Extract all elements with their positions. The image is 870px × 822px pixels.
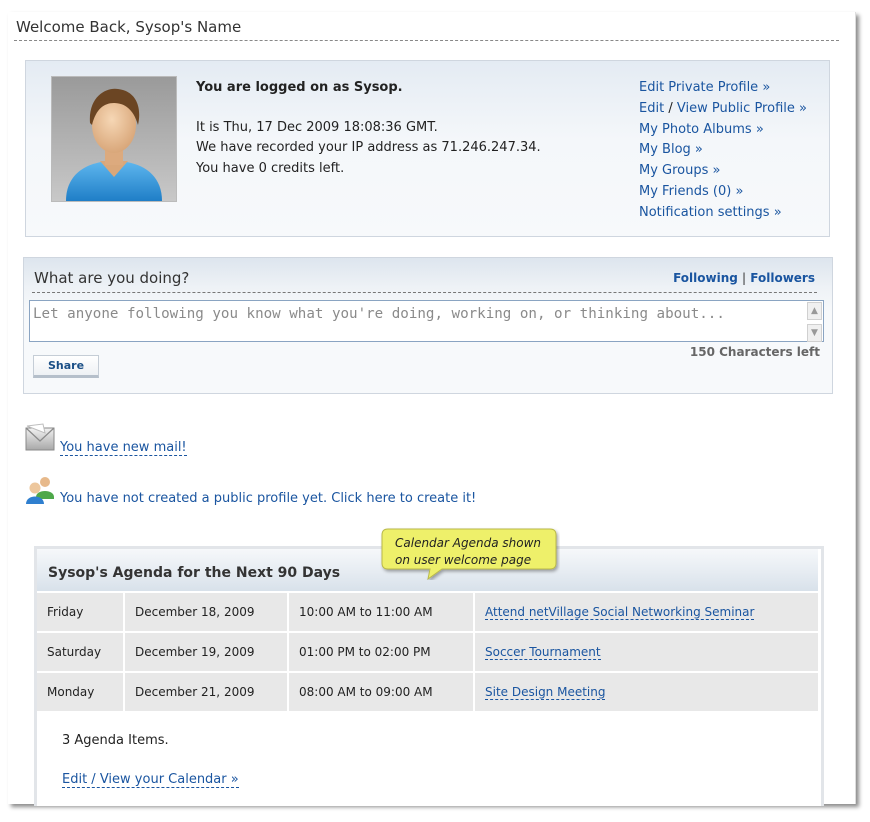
agenda-day: Friday bbox=[37, 593, 125, 633]
date-text: It is Thu, 17 Dec 2009 18:08:36 GMT. bbox=[196, 119, 438, 135]
notification-settings-link[interactable]: Notification settings » bbox=[639, 204, 782, 220]
user-avatar-icon[interactable] bbox=[51, 76, 177, 202]
agenda-event-link[interactable]: Attend netVillage Social Networking Seminar bbox=[485, 605, 755, 619]
scroll-down-icon[interactable]: ▼ bbox=[807, 324, 822, 342]
table-row bbox=[37, 633, 818, 673]
table-row bbox=[37, 593, 818, 633]
status-divider bbox=[32, 292, 817, 293]
mail-envelope-icon[interactable] bbox=[25, 423, 56, 453]
agenda-time: 10:00 AM to 11:00 AM bbox=[289, 593, 475, 633]
profile-links bbox=[639, 78, 807, 224]
characters-left-counter: 150 Characters left bbox=[689, 345, 820, 359]
edit-private-profile-link[interactable]: Edit Private Profile » bbox=[639, 80, 771, 95]
callout-line-1: Calendar Agenda shown bbox=[395, 536, 541, 550]
agenda-event-cell bbox=[475, 633, 818, 673]
credits-text: You have 0 credits left. bbox=[196, 160, 345, 176]
agenda-day: Monday bbox=[37, 673, 125, 713]
agenda-table bbox=[37, 593, 818, 713]
avatar-graphic bbox=[52, 77, 176, 201]
agenda-day: Saturday bbox=[37, 633, 125, 673]
my-friends-link[interactable]: My Friends (0) » bbox=[639, 183, 744, 199]
my-blog-link[interactable]: My Blog » bbox=[639, 142, 703, 158]
status-title: What are you doing? bbox=[34, 269, 190, 287]
callout-text bbox=[384, 530, 554, 574]
edit-public-profile-link[interactable]: Edit bbox=[639, 100, 665, 116]
follow-separator: | bbox=[742, 271, 747, 285]
agenda-event-cell bbox=[475, 593, 818, 633]
my-groups-link[interactable]: My Groups » bbox=[639, 163, 721, 179]
agenda-date: December 18, 2009 bbox=[125, 593, 289, 633]
page-title: Welcome Back, Sysop's Name bbox=[16, 18, 242, 36]
logon-info bbox=[196, 78, 541, 179]
agenda-event-cell bbox=[475, 673, 818, 713]
logged-on-text: You are logged on as Sysop. bbox=[196, 80, 403, 95]
my-photo-albums-link[interactable]: My Photo Albums » bbox=[639, 121, 764, 137]
agenda-date: December 19, 2009 bbox=[125, 633, 289, 673]
followers-link[interactable]: Followers bbox=[750, 271, 815, 285]
edit-view-calendar-link[interactable]: Edit / View your Calendar » bbox=[62, 772, 239, 787]
view-public-profile-link[interactable]: View Public Profile » bbox=[676, 100, 807, 116]
ip-text: We have recorded your IP address as 71.246.247.34. bbox=[196, 140, 541, 155]
agenda-item-count: 3 Agenda Items. bbox=[62, 733, 169, 748]
users-icon-graphic bbox=[25, 475, 56, 505]
agenda-time: 01:00 PM to 02:00 PM bbox=[289, 633, 475, 673]
link-separator: / bbox=[668, 100, 673, 116]
scroll-up-icon[interactable]: ▲ bbox=[807, 302, 822, 320]
agenda-event-link[interactable]: Site Design Meeting bbox=[485, 685, 606, 699]
create-public-profile-link[interactable]: You have not created a public profile yet. Click here to create it! bbox=[60, 491, 477, 506]
share-button[interactable]: Share bbox=[33, 355, 99, 378]
agenda-title: Sysop's Agenda for the Next 90 Days bbox=[48, 565, 341, 581]
mail-icon-graphic bbox=[25, 423, 56, 453]
new-mail-link[interactable]: You have new mail! bbox=[60, 440, 187, 455]
edit-view-public-profile-link[interactable] bbox=[639, 99, 807, 120]
table-row bbox=[37, 673, 818, 713]
callout-line-2: on user welcome page bbox=[395, 553, 532, 567]
following-link[interactable]: Following bbox=[673, 271, 738, 285]
agenda-date: December 21, 2009 bbox=[125, 673, 289, 713]
agenda-time: 08:00 AM to 09:00 AM bbox=[289, 673, 475, 713]
title-divider bbox=[14, 40, 839, 41]
users-icon[interactable] bbox=[25, 475, 56, 505]
status-input[interactable]: Let anyone following you know what you're doing, working on, or thinking about... bbox=[29, 300, 824, 342]
agenda-event-link[interactable]: Soccer Tournament bbox=[485, 645, 601, 659]
follow-links bbox=[673, 271, 815, 285]
